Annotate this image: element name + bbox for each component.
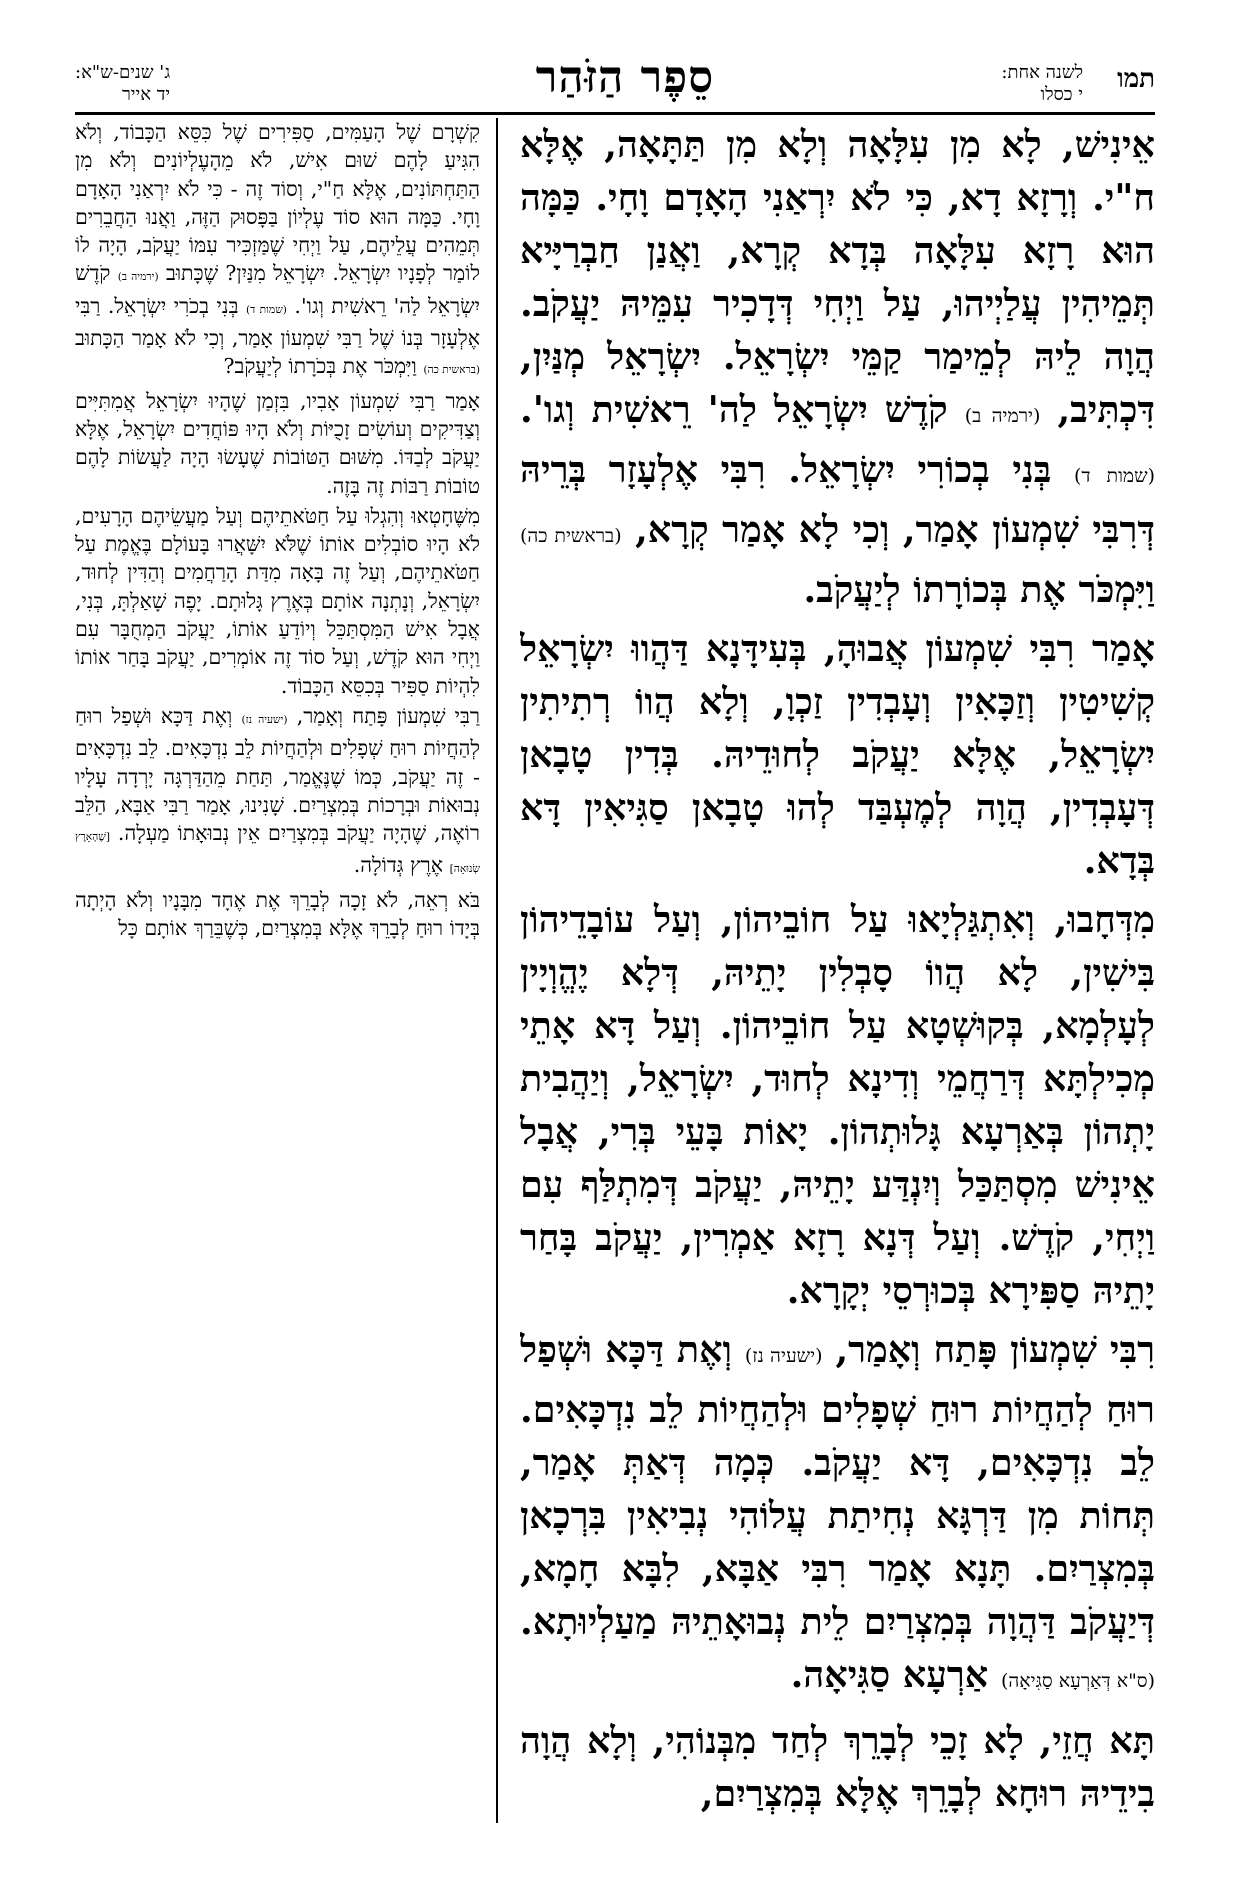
side-text: קֹדֶשׁ יִשְׂרָאֵל לַה' רֵאשִׁית וְגו'. (75, 261, 480, 318)
page-header (75, 52, 1155, 110)
side-paragraph-5: בֹּא רְאֵה, לֹא זָכָה לְבָרֵךְ אֶת אֶחָד מִבָּנָיו וְלֹא הָיְתָה בְּיָדוֹ רוּחַ לְבָרֵךְ אֶלָּא בְּמִצְרַיִם, כְּשֶׁבֵּרַךְ אוֹתָם כָּל (75, 887, 480, 941)
verse-reference: (ישעיה נז) (241, 712, 288, 726)
variant-note: [שֶׁהָאָרֶץ שְׂנוּאָה] (75, 830, 480, 876)
main-paragraph-4 (520, 1323, 1155, 1708)
side-paragraph-1 (75, 118, 480, 385)
main-text: אַרְעָא סַגִּיאָה. (790, 1653, 989, 1696)
header-left-line1: ג' שנים-ש"א: (75, 62, 171, 83)
side-text: בְּנִי בְכֹרִי יִשְׂרָאֵל. רַבִּי אֶלְעָזָר בְּנוֹ שֶׁל רַבִּי שִׁמְעוֹן אָמַר, וְכִי לֹא אָמַר הַכָּתוּב (75, 293, 480, 351)
side-text: קִשְׁרָם שֶׁל הָעַמִּים, סַפִּירִים שֶׁל כִּסֵּא הַכָּבוֹד, וְלֹא הִגִּיעַ לָהֶם שׁוּם אִישׁ, לֹא מֵהָעֶלְיוֹנִים וְלֹא מִן הַתַּחְתּוֹנִים, אֶלָּא חַ"י, וְסוֹד זֶה - כִּי לֹא יִרְאַנִי הָאָדָם וָחָי. כַּמָּה הוּא סוֹד עֶלְיוֹן בַּפָּסוּק הַזֶּה, וַאֲנוּ הַחֲבֵרִים תְּמֵהִים עֲלֵיהֶם, עַל וַיְחִי שֶׁמַּזְכִּיר עִמּוֹ יַעֲקֹב, הָיָה לוֹ לוֹמַר לְפָנָיו יִשְׂרָאֵל. יִשְׂרָאֵל מִנַּיִן? שֶׁכָּתוּב (75, 120, 480, 286)
main-text: קֹדֶשׁ יִשְׂרָאֵל לַה' רֵאשִׁית וְגו'. (520, 388, 948, 431)
hebrew-translation-column (75, 118, 480, 1823)
variant-note: (ס"א דְּאַרְעָא סַגִּיאָה) (1000, 1670, 1155, 1692)
aramaic-column (520, 118, 1155, 1823)
verse-reference: (שמות ד) (246, 302, 287, 316)
verse-reference: (שמות ד) (1074, 465, 1155, 487)
verse-reference: (ישעיה נז) (744, 1345, 823, 1367)
main-text: אֵינִישׁ, לָא מִן עִלָּאָה וְלָא מִן תַּתָּאָה, אֶלָּא ח"י. וְרָזָא דָא, כִּי לֹא יִרְאַנִי הָאָדָם וָחָי. כַּמָּה הוּא רָזָא עִלָּאָה בְּדָא קְרָא, וַאֲנַן חַבְרַיָּיא תְּמֵיהִין עֲלַיְיהוּ, עַל וַיְחִי דְּדָכִיר עִמֵּיהּ יַעֲקֹב. הֲוָה לֵיהּ לְמֵימַר קַמֵּי יִשְׂרָאֵל. יִשְׂרָאֵל מְנַּיִן, דִּכְתִּיב, (520, 123, 1155, 431)
header-schedule-three-years (75, 62, 170, 106)
main-paragraph-1 (520, 118, 1155, 616)
side-text: וְאֶת דַּכָּא וּשְׁפַל רוּחַ לְהַחֲיוֹת רוּחַ שְׁפָלִים וּלְהַחֲיוֹת לֵב נִדְכָּאִים. לֵב נִדְכָּאִים - זֶה יַעֲקֹב, כְּמוֹ שֶׁנֶּאֱמַר, תַּחַת מֵהַדַּרְגָּה יָרְדָה עָלָיו נְבוּאוֹת וּבְרָכוֹת בְּמִצְרַיִם. שָׁנִינוּ, אָמַר רַבִּי אַבָּא, הַלֵּב רוֹאֶה, שֶׁהָיָה יַעֲקֹב בְּמִצְרַיִם אֵין נְבוּאָתוֹ מַעְלָה. (75, 703, 480, 846)
main-text: רִבִּי שִׁמְעוֹן פָּתַח וְאָמַר, (835, 1328, 1155, 1371)
header-left-line2: יד אייר (121, 84, 171, 105)
main-text: בְּנִי בְכוֹרִי יִשְׂרָאֵל. רִבִּי אֶלְעָזָר בְּרֵיהּ דְּרִבִּי שִׁמְעוֹן אָמַר, וְכִי לָא אָמַר קְרָא, (520, 448, 1155, 551)
side-paragraph-3: מִשֶּׁחָטְאוּ וְהִגְלוּ עַל חַטֹּאתֵיהֶם וְעַל מַעֲשֵׂיהֶם הָרָעִים, לֹא הָיוּ סוֹבְלִים אוֹתוֹ שֶׁלֹּא יִשָּׁאֲרוּ בָּעוֹלָם בֶּאֱמֶת עַל חַטֹּאתֵיהֶם, וְעַל זֶה בָּאָה מִדַּת הָרַחֲמִים וְהַדִּין לְחוּד, יִשְׂרָאֵל, וְנָתְנָה אוֹתָם בְּאֶרֶץ גָּלוּתָם. יָפֶה שָׁאַלְתָּ, בְּנִי, אֲבָל אִישׁ הַמִּסְתַּכֵּל וְיוֹדֵעַ אוֹתוֹ, יַעֲקֹב הַמְחֻבָּר עִם וַיְחִי הוּא קֹדֶשׁ, וְעַל סוֹד זֶה אוֹמְרִים, יַעֲקֹב בָּחַר אוֹתוֹ לִהְיוֹת סַפִּיר בְּכִסֵּא הַכָּבוֹד. (75, 503, 480, 698)
main-text: וְאֶת דַּכָּא וּשְׁפַל רוּחַ לְהַחֲיוֹת רוּחַ שְׁפָלִים וּלְהַחֲיוֹת לֵב נִדְכָּאִים. לֵב נִדְכָּאִים, דָּא יַעֲקֹב. כְּמָה דְּאַתְּ אָמַר, תְּחוֹת מִן דַּרְגָּא נְחִיתַת עֲלוֹהִי נְבִיאִין בִּרְכָאן בְּמִצְרַיִם. תָּנָא אָמַר רִבִּי אַבָּא, לִבָּא חָמָא, דְּיַעֲקֹב דַּהֲוָה בְּמִצְרַיִם לֵית נְבוּאָתֵיהּ מַעַלְיוּתָא. (520, 1328, 1155, 1643)
verse-reference: (בראשית כה) (423, 363, 480, 377)
column-divider (496, 118, 498, 1823)
header-rule (75, 112, 1155, 115)
side-text: וַיִּמְכֹּר אֶת בְּכֹרָתוֹ לְיַעֲקֹב? (223, 354, 417, 379)
header-right-line1: לשנה אחת: (1001, 62, 1083, 83)
main-paragraph-5: תָּא חֲזֵי, לָא זָכֵי לְבָרֵךְ לְחַד מִבְּנוֹהִי, וְלָא הֲוָה בִידֵיהּ רוּחָא לְבָרֵךְ אֶלָּא בְּמִצְרַיִם, (520, 1719, 1155, 1815)
main-paragraph-2: אָמַר רִבִּי שִׁמְעוֹן אֲבוּהָ, בְּעִידָּנָא דַּהֲווּ יִשְׂרָאֵל קְשִׁיטִין וְזַכָּאִין וְעָבְדִין זַכְוָ, וְלָא הֲווֹ רְתִיתִין יִשְׂרָאֵל, אֶלָּא יַעֲקֹב לְחוּדֵיהּ. בְּדִין טָבָאן דְּעָבְדִין, הֲוָה לְמֶעְבַּד לְהוּ טָבָאן סַגִּיאִין דָּא בְּדָא. (520, 627, 1155, 882)
verse-reference: (ירמיה ב) (964, 405, 1041, 427)
header-right-line2: י כסלו (1040, 84, 1083, 105)
header-schedule-one-year (1001, 62, 1083, 106)
side-text: אֶרֶץ גְּדוֹלָה. (353, 853, 444, 878)
main-paragraph-3: מִדְּחָבוּ, וְאִתְגַּלְיָאוּ עַל חוֹבֵיהוֹן, וְעַל עוֹבָדֵיהוֹן בִּישִׁין, לָא הֲווֹ סָבְלִין יָתֵיהּ, דְּלָא יֶהֱוְיָין לְעָלְמָא, בְּקוּשְׁטָא עַל חוֹבֵיהוֹן. וְעַל דָּא אָתֵי מְכִילְתָּא דְּרַחֲמֵי וְדִינָא לְחוּד, יִשְׂרָאֵל, וְיַהֲבִית יָתְהוֹן בְּאַרְעָא גָּלוּתְהוֹן. יָאוֹת בָּעֵי בְּרִי, אֲבָל אֵינִישׁ מִסְתַּכַּל וְיִנְדַּע יָתֵיהּ, יַעֲקֹב דְּמִתְלַּף עִם וַיְחִי, קֹדֶשׁ. וְעַל דְּנָא רָזָא אַמְרִין, יַעֲקֹב בָּחַר יָתֵיהּ סַפִּירָא בְּכוּרְסֵי יְקָרָא. (520, 898, 1155, 1312)
page-number: תמו (1117, 64, 1155, 94)
book-title: סֵפֶר הַזֹּהַר (535, 52, 715, 103)
main-text: וַיִּמְכֹּר אֶת בְּכוֹרָתוֹ לְיַעֲקֹב. (803, 568, 1155, 611)
side-paragraph-4 (75, 702, 480, 884)
side-paragraph-2: אָמַר רַבִּי שִׁמְעוֹן אָבִיו, בִּזְמַן שֶׁהָיוּ יִשְׂרָאֵל אֲמִתִּיִּים וְצַדִּיקִים וְעוֹשִׂים זָכֻיּוֹת וְלֹא הָיוּ פּוֹחֲדִים יִשְׂרָאֵל, אֶלָּא יַעֲקֹב לְבַדּוֹ. מִשּׁוּם הַטּוֹבוֹת שֶׁעָשׂוּ הָיָה לַעֲשׂוֹת לָהֶם טוֹבוֹת רַבּוֹת זֶה בָּזֶה. (75, 388, 480, 498)
verse-reference: (בראשית כה) (520, 525, 622, 547)
verse-reference: (ירמיה ב) (117, 270, 159, 284)
side-text: רַבִּי שִׁמְעוֹן פָּתַח וְאָמַר, (296, 703, 480, 728)
